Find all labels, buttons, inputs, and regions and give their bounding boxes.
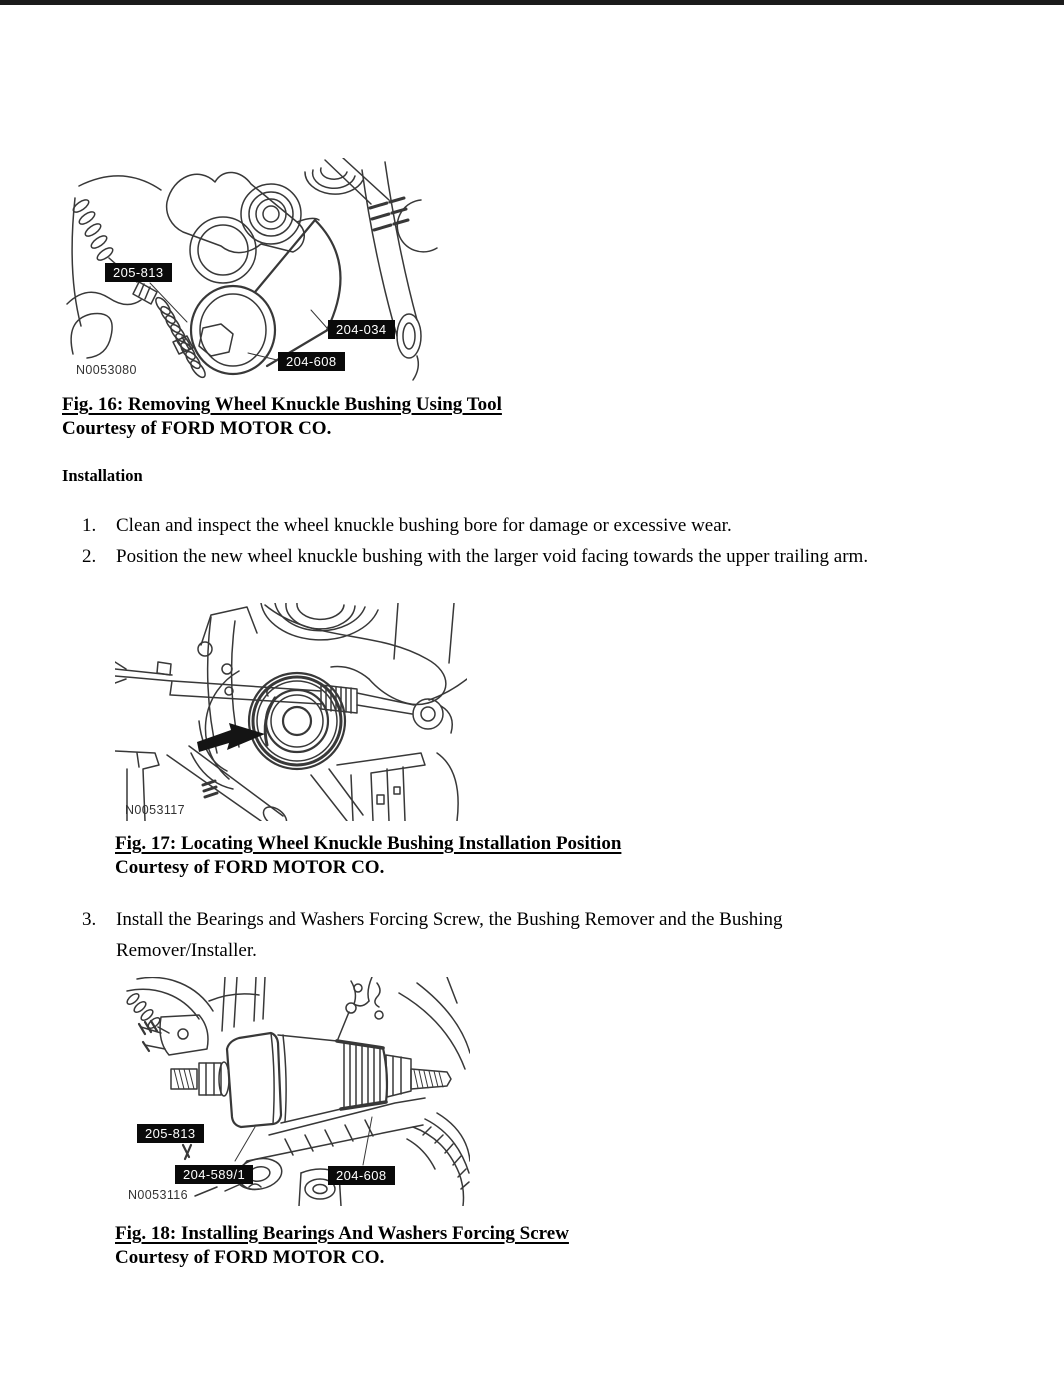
step-text: Install the Bearings and Washers Forcing Screw, the Bushing Remover and the Bushing Remover/Installer.	[116, 909, 783, 961]
tool-label: 204-589/1	[175, 1165, 253, 1184]
figure-17-courtesy: Courtesy of FORD MOTOR CO.	[115, 857, 385, 878]
figure-ref-number: N0053116	[128, 1188, 188, 1202]
page-top-edge	[0, 0, 1064, 5]
installation-step-1	[82, 510, 1022, 541]
figure-ref-number: N0053117	[125, 803, 185, 817]
installation-step-3	[82, 904, 877, 966]
figure-17-caption-block	[115, 832, 621, 880]
step-text: Clean and inspect the wheel knuckle bushing bore for damage or excessive wear.	[116, 515, 732, 536]
step-number: 3.	[82, 909, 97, 930]
step-number: 2.	[82, 546, 97, 567]
step-number: 1.	[82, 515, 97, 536]
tool-label: 205-813	[137, 1124, 204, 1143]
figure-17-illustration	[115, 603, 467, 821]
figure-16-caption: Fig. 16: Removing Wheel Knuckle Bushing Using Tool	[62, 394, 502, 415]
fig17-line-art	[115, 603, 467, 821]
tool-label: 204-034	[328, 320, 395, 339]
figure-16-courtesy: Courtesy of FORD MOTOR CO.	[62, 418, 332, 439]
tool-label: 204-608	[328, 1166, 395, 1185]
figure-18-courtesy: Courtesy of FORD MOTOR CO.	[115, 1247, 385, 1268]
tool-label: 204-608	[278, 352, 345, 371]
step-text: Position the new wheel knuckle bushing with the larger void facing towards the upper trailing arm.	[116, 546, 869, 567]
figure-18-illustration	[125, 977, 470, 1206]
figure-18-caption-block	[115, 1222, 569, 1270]
installation-step-2	[82, 541, 1022, 572]
figure-17-caption: Fig. 17: Locating Wheel Knuckle Bushing Installation Position	[115, 833, 622, 854]
figure-18-caption: Fig. 18: Installing Bearings And Washers Forcing Screw	[115, 1223, 569, 1244]
installation-heading: Installation	[62, 466, 143, 485]
figure-16-illustration	[65, 158, 441, 382]
figure-ref-number: N0053080	[76, 363, 137, 377]
figure-16-caption-block	[62, 393, 502, 441]
tool-label: 205-813	[105, 263, 172, 282]
